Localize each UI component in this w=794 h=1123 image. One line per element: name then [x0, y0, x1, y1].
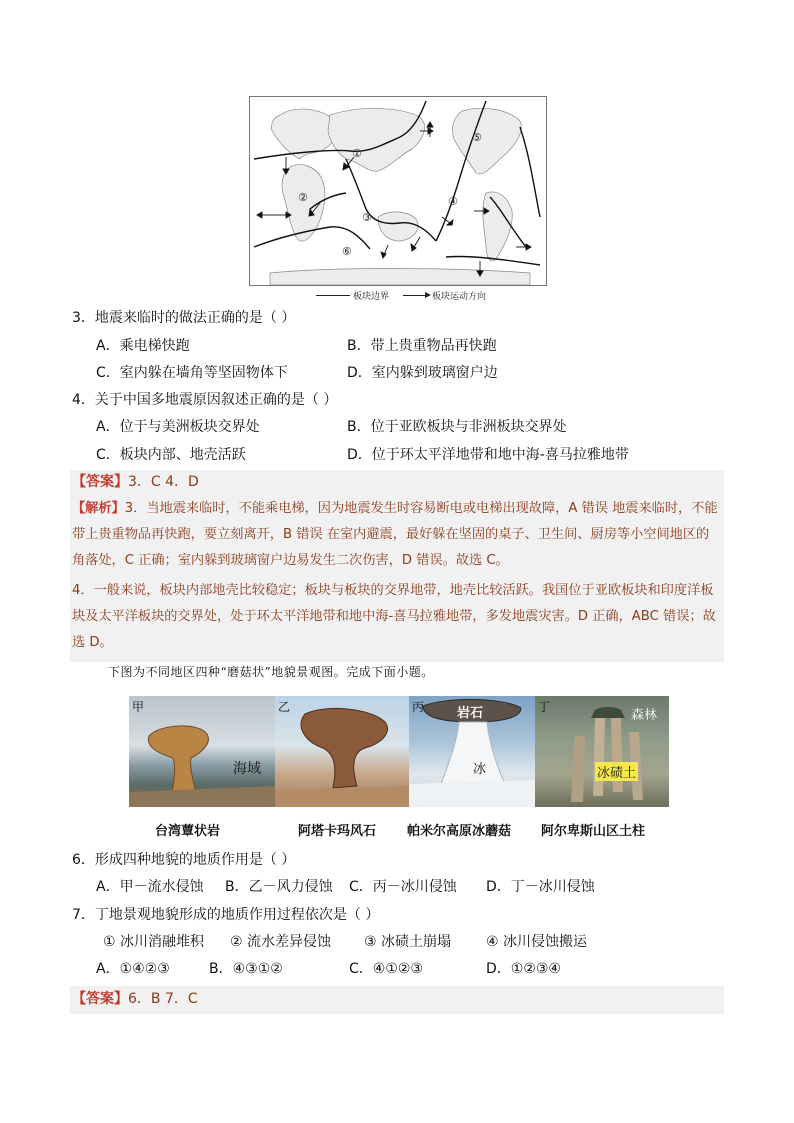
q7-stem: 7．丁地景观地貌形成的地质作用过程依次是（ ） [72, 907, 380, 923]
south-america-shape [483, 192, 512, 261]
photo-jia-label: 海域 [233, 761, 261, 777]
q4-option-d: D．位于环太平洋地带和地中海-喜马拉雅地带 [347, 447, 629, 463]
photo-jia [129, 696, 275, 807]
photo-caption-ding: 阿尔卑斯山区土柱 [541, 824, 646, 839]
plate-label-2: ② [298, 191, 308, 204]
q6-option-c: C．丙－冰川侵蚀 [349, 879, 457, 895]
photo-caption-bing: 帕米尔高原冰蘑菇 [407, 824, 512, 839]
plate-label-1: ① [352, 147, 362, 160]
answer-2-value: 6．B 7．C [128, 991, 198, 1007]
q3-option-b: B．带上贵重物品再快跑 [347, 338, 497, 354]
plate-map-svg [250, 97, 546, 285]
q7-item-2: ② 流水差异侵蚀 [230, 934, 332, 950]
explanation-4 [72, 578, 722, 656]
q6-stem: 6．形成四种地貌的地质作用是（ ） [72, 852, 296, 868]
q3-option-d: D．室内躲到玻璃窗户边 [347, 365, 498, 381]
q6-option-d: D．丁－冰川侵蚀 [486, 879, 595, 895]
photo-caption-jia: 台湾蕈状岩 [155, 824, 221, 839]
q3-stem: 3．地震来临时的做法正确的是（ ） [72, 310, 296, 326]
q6-option-b: B．乙－风力侵蚀 [225, 879, 333, 895]
europe-shape [271, 109, 336, 159]
plate-map [249, 96, 547, 286]
plate-label-6: ⑥ [342, 245, 352, 258]
arrow-icon [403, 295, 429, 296]
photo-bing-label-top: 岩石 [457, 706, 484, 721]
answer-1 [72, 472, 199, 492]
photo-caption-yi: 阿塔卡玛风石 [298, 824, 377, 839]
q7-option-b: B．④③①② [209, 961, 283, 977]
explanation-3 [72, 496, 722, 574]
photo-bing [409, 696, 535, 807]
q7-option-d: D．①②③④ [486, 961, 561, 977]
q7-item-4: ④ 冰川侵蚀搬运 [486, 934, 588, 950]
antarctica-shape [270, 269, 530, 286]
photo-bing-tag: 丙 [412, 700, 425, 714]
photo-bing-label: 冰 [473, 762, 487, 777]
explanation-4-text: 4．一般来说，板块内部地壳比较稳定；板块与板块的交界地带，地壳比较活跃。我国位于亚欧板块和印度洋板块及太平洋板块的交界处，处于环太平洋地带和地中海-喜马拉雅地带，多发地震灾害。D 正确，ABC 错误；故选 D。 [72, 583, 716, 650]
photo-ding-tag: 丁 [538, 700, 551, 714]
plate-label-5: ⑤ [472, 131, 482, 144]
photo-jia-tag: 甲 [132, 700, 145, 714]
photo-ding-label-top: 森林 [631, 708, 658, 723]
q4-option-a: A．位于与美洲板块交界处 [96, 419, 260, 435]
figure-intro: 下图为不同地区四种“磨菇状”地貌景观图。完成下面小题。 [108, 665, 434, 679]
answer-2 [72, 989, 198, 1009]
plate-label-4: ④ [448, 195, 458, 208]
q7-item-3: ③ 冰碛土崩塌 [364, 934, 452, 950]
q7-item-1: ① 冰川消融堆积 [103, 934, 205, 950]
explanation-3-text: 3．当地震来临时，不能乘电梯，因为地震发生时容易断电或电梯出现故障，A 错误 地震来临时，不能带上贵重物品再快跑，要立刻离开，B 错误 在室内避震，最好躲在坚固的桌子、卫生间、厨房等小空间地区的角落处，C 正确；室内躲到玻璃窗户边易发生二次伤害，D 错误。故选 C。 [72, 501, 718, 568]
q3-option-c: C．室内躲在墙角等坚固物体下 [96, 365, 288, 381]
q4-option-b: B．位于亚欧板块与非洲板块交界处 [347, 419, 567, 435]
answer-value: 3．C 4．D [128, 474, 199, 490]
photo-ding-label: 冰碛土 [595, 762, 638, 781]
q4-option-c: C．板块内部、地壳活跃 [96, 447, 246, 463]
photo-yi [275, 696, 409, 807]
legend-boundary: 板块边界 [353, 292, 390, 302]
q6-option-a: A．甲－流水侵蚀 [96, 879, 204, 895]
legend-direction: 板块运动方向 [432, 292, 487, 302]
map-legend [316, 289, 486, 302]
q3-option-a: A．乘电梯快跑 [96, 338, 190, 354]
q4-stem: 4．关于中国多地震原因叙述正确的是（ ） [72, 392, 338, 408]
australia-shape [378, 212, 418, 241]
answer-tag: 【答案】 [72, 474, 128, 490]
boundary-line-symbol [316, 295, 350, 296]
answer-2-tag: 【答案】 [72, 991, 128, 1007]
plate-label-3: ③ [362, 211, 372, 224]
asia-shape [328, 108, 425, 171]
q7-option-c: C．④①②③ [349, 961, 423, 977]
north-america-shape [452, 108, 521, 174]
photo-ding [535, 696, 669, 807]
landform-photos [129, 696, 669, 807]
explanation-tag: 【解析】 [72, 501, 125, 516]
photo-yi-tag: 乙 [278, 700, 291, 714]
q7-option-a: A．①④②③ [96, 961, 170, 977]
